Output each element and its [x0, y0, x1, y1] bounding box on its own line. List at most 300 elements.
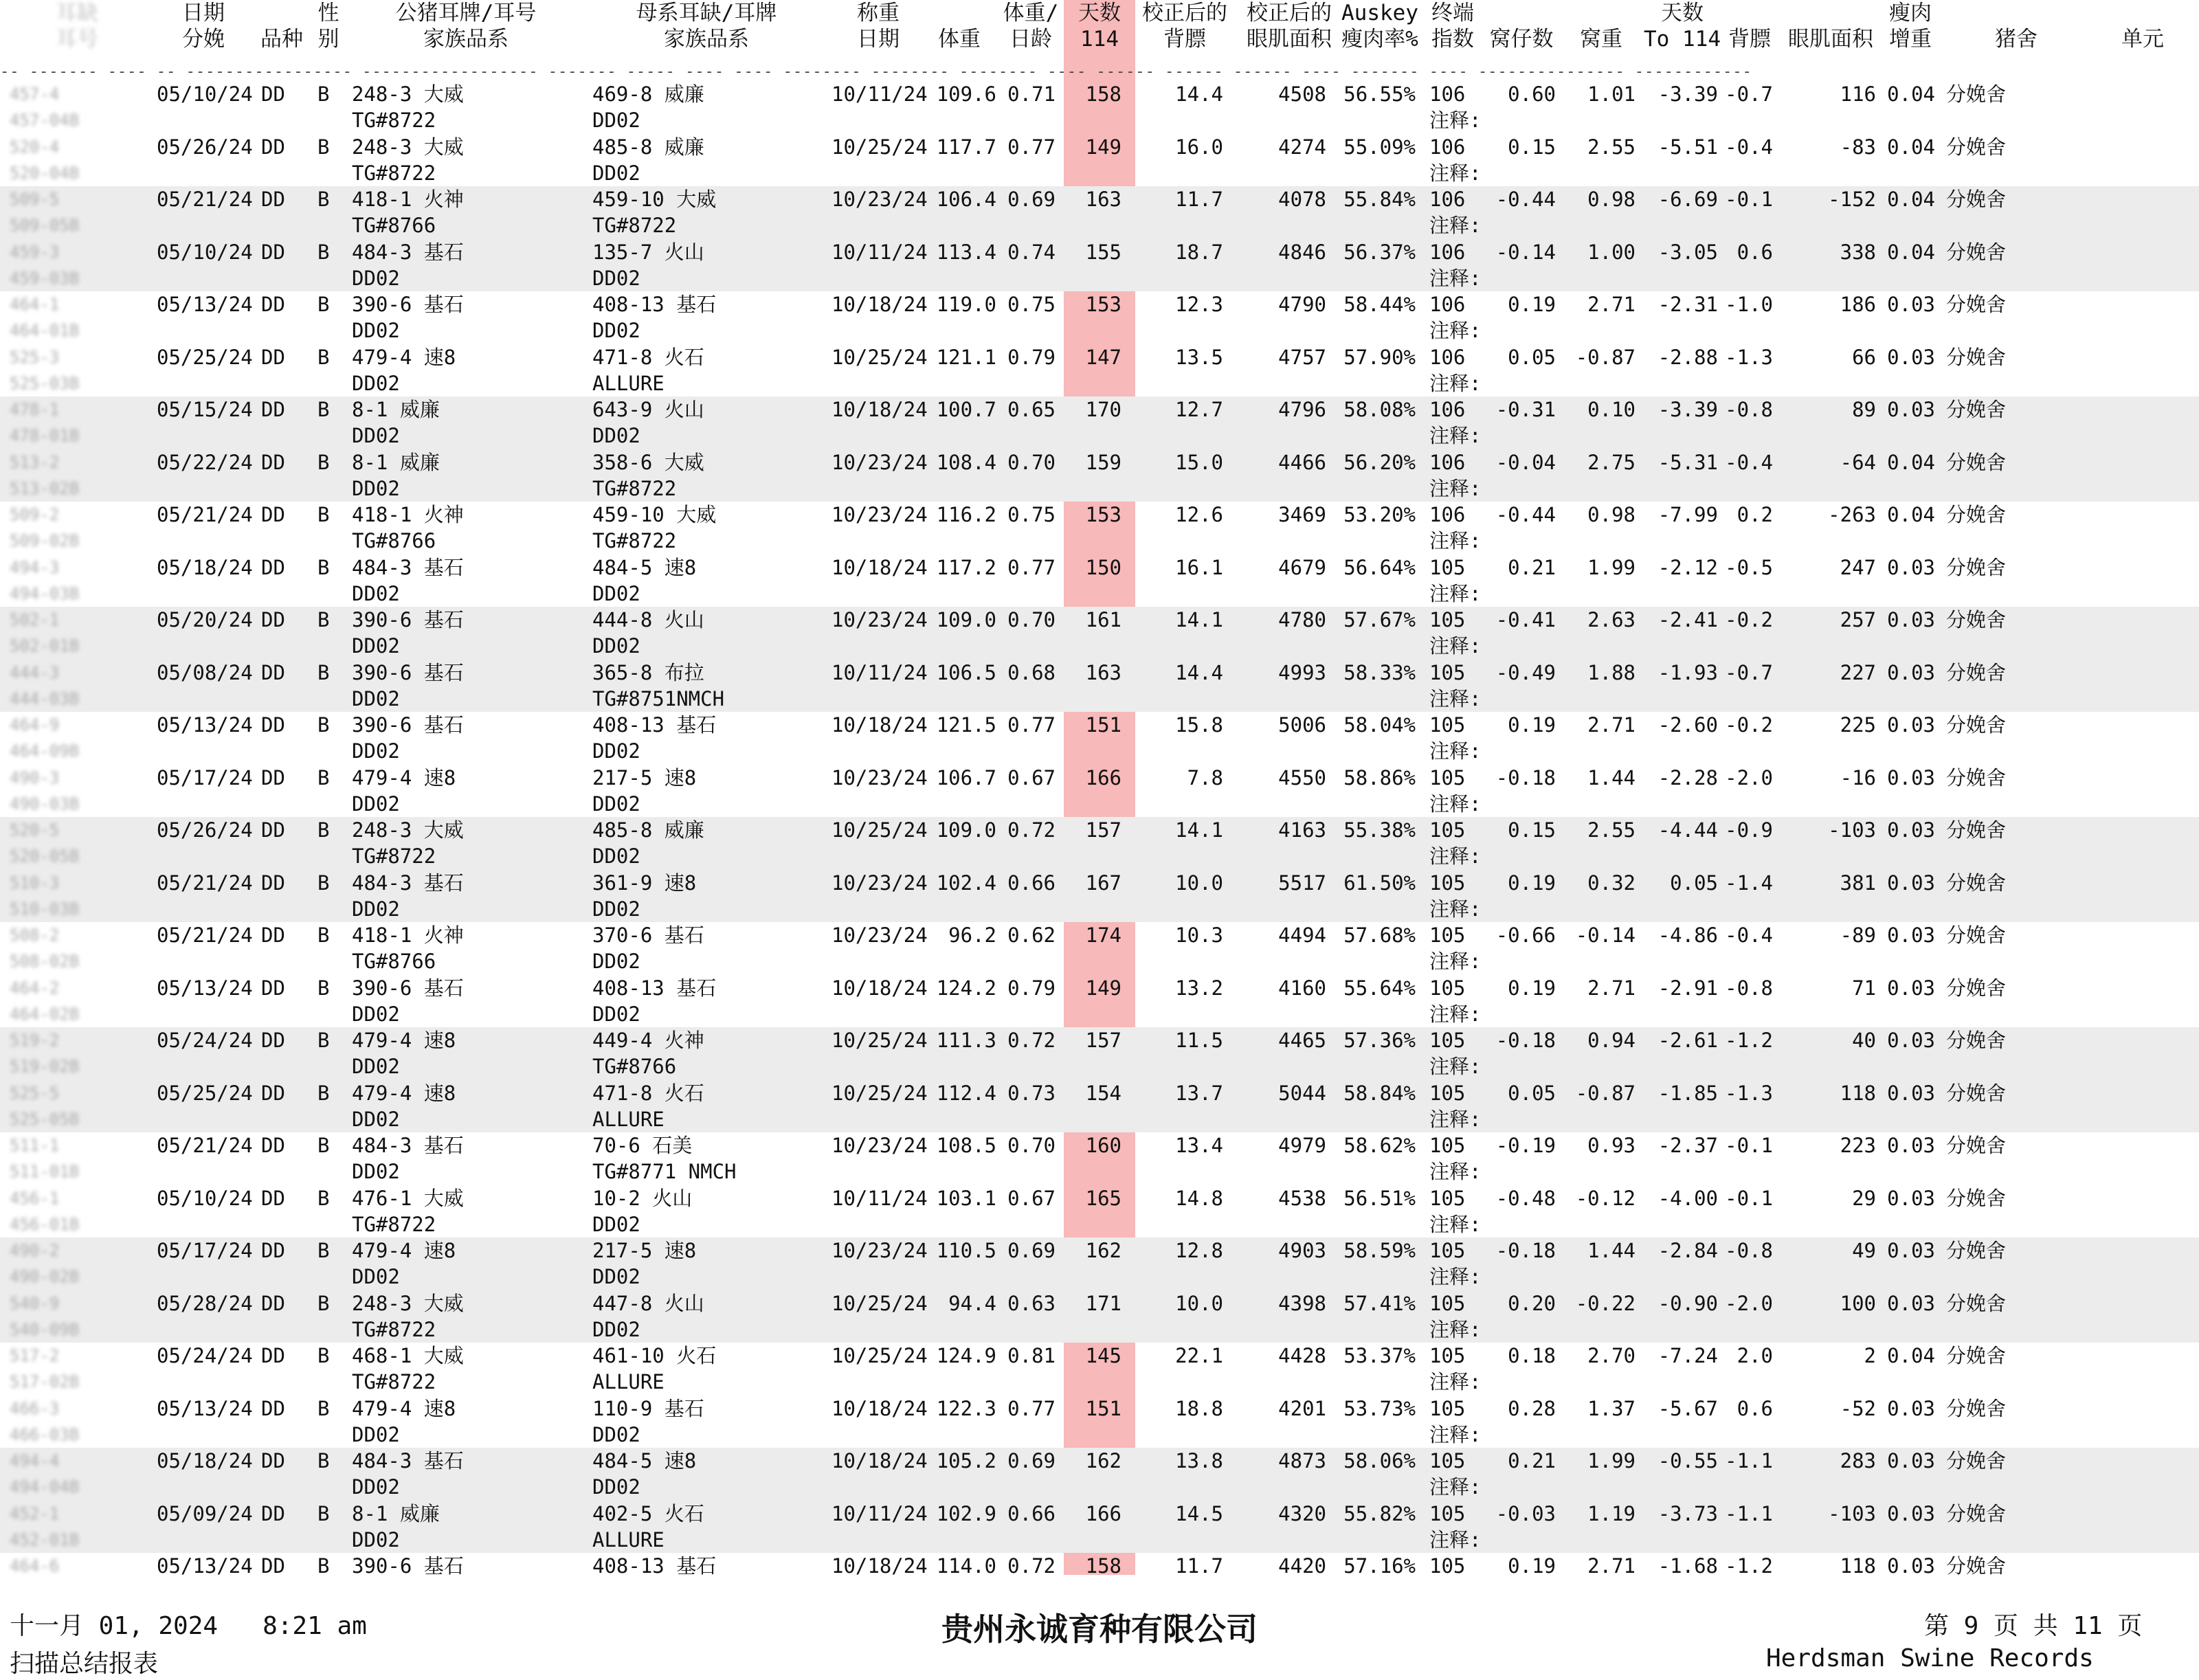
- cell-litter-size: 0.60: [1508, 82, 1556, 106]
- cell-litter-weight: 2.63: [1587, 608, 1636, 631]
- cell-lean-percent: 56.55%: [1343, 82, 1416, 106]
- cell-backfat: -1.2: [1725, 1029, 1773, 1052]
- cell-lean-percent: 58.06%: [1343, 1449, 1416, 1472]
- cell-breed: DD: [261, 660, 285, 684]
- cell-lean-gain: 0.03: [1887, 1081, 1935, 1105]
- cell-sire: 248-3 大威: [352, 135, 464, 159]
- cell-ear-no-alt: 520-04B: [10, 163, 80, 183]
- cell-adg: 0.77: [1007, 555, 1056, 579]
- cell-lean-gain: 0.04: [1887, 82, 1935, 106]
- cell-dam-line: ALLURE: [592, 1107, 665, 1131]
- cell-breed: DD: [261, 1344, 285, 1367]
- cell-weight: 102.4: [936, 871, 996, 895]
- cell-adg: 0.69: [1007, 1449, 1056, 1472]
- cell-note-label: 注释:: [1429, 1055, 1482, 1078]
- page-indicator: 第 9 页 共 11 页: [1924, 1612, 2143, 1640]
- header-birth-date: 日期 分娩: [182, 1, 225, 52]
- cell-days-to-114: 167: [1085, 871, 1121, 895]
- cell-backfat-adjusted: 12.8: [1175, 1239, 1223, 1262]
- cell-birth-date: 05/08/24: [157, 660, 253, 684]
- cell-terminal-index: 106: [1429, 345, 1466, 369]
- cell-loin-eye-area: 283: [1840, 1449, 1876, 1472]
- table-row: [0, 765, 2199, 818]
- cell-weight: 109.0: [936, 818, 996, 842]
- cell-lean-gain: 0.03: [1887, 608, 1935, 631]
- cell-adg: 0.74: [1007, 240, 1056, 264]
- cell-backfat: -1.3: [1725, 345, 1773, 369]
- cell-loin-eye-adjusted: 4466: [1278, 450, 1326, 474]
- cell-litter-size: 0.19: [1508, 871, 1556, 895]
- cell-birth-date: 05/13/24: [157, 293, 253, 316]
- header-weigh-date: 称重 日期: [857, 1, 900, 52]
- cell-sire: 248-3 大威: [352, 818, 464, 842]
- cell-ear-no: 508-2: [10, 926, 60, 945]
- cell-loin-eye-adjusted: 4163: [1278, 818, 1326, 842]
- cell-litter-size: 0.19: [1508, 293, 1556, 316]
- cell-birth-date: 05/25/24: [157, 1081, 253, 1105]
- table-row: [0, 1501, 2199, 1554]
- cell-birth-date: 05/10/24: [157, 240, 253, 264]
- cell-note-label: 注释:: [1429, 1475, 1482, 1499]
- cell-weight: 114.0: [936, 1554, 996, 1578]
- cell-loin-eye-adjusted: 4780: [1278, 608, 1326, 631]
- table-row: [0, 1132, 2199, 1185]
- cell-ear-no-alt: 494-04B: [10, 1477, 80, 1497]
- cell-backfat-adjusted: 13.2: [1175, 976, 1223, 1000]
- cell-backfat-adjusted: 13.5: [1175, 345, 1223, 369]
- cell-backfat-adjusted: 10.0: [1175, 1291, 1223, 1315]
- cell-days-to-114-delta: -2.37: [1657, 1134, 1718, 1157]
- cell-dam: 10-2 火山: [592, 1186, 693, 1210]
- cell-adg: 0.68: [1007, 660, 1056, 684]
- cell-days-to-114-delta: -5.51: [1657, 135, 1718, 159]
- cell-dam: 402-5 火石: [592, 1501, 704, 1525]
- cell-dam: 408-13 基石: [592, 293, 717, 316]
- table-row: [0, 975, 2199, 1028]
- cell-days-to-114-delta: -2.61: [1657, 1029, 1718, 1052]
- cell-ear-no-alt: 520-05B: [10, 847, 80, 866]
- cell-ear-no: 509-2: [10, 505, 60, 524]
- cell-ear-no-alt: 510-03B: [10, 899, 80, 919]
- cell-adg: 0.72: [1007, 1029, 1056, 1052]
- cell-birth-date: 05/10/24: [157, 1186, 253, 1210]
- cell-terminal-index: 105: [1429, 1501, 1466, 1525]
- cell-weigh-date: 10/23/24: [831, 765, 928, 789]
- cell-days-to-114-delta: -2.88: [1657, 345, 1718, 369]
- cell-lean-percent: 58.84%: [1343, 1081, 1416, 1105]
- cell-breed: DD: [261, 1501, 285, 1525]
- cell-weight: 109.0: [936, 608, 996, 631]
- cell-sire: 484-3 基石: [352, 240, 464, 264]
- cell-ear-no-alt: 508-02B: [10, 952, 80, 971]
- cell-sex: B: [317, 555, 330, 579]
- cell-weigh-date: 10/11/24: [831, 1186, 928, 1210]
- cell-dam: 135-7 火山: [592, 240, 704, 264]
- cell-loin-eye-adjusted: 4873: [1278, 1449, 1326, 1472]
- cell-loin-eye-adjusted: 4428: [1278, 1344, 1326, 1367]
- cell-terminal-index: 105: [1429, 1554, 1466, 1578]
- cell-note-label: 注释:: [1429, 1107, 1482, 1131]
- cell-terminal-index: 106: [1429, 82, 1466, 106]
- cell-weigh-date: 10/25/24: [831, 818, 928, 842]
- cell-breed: DD: [261, 1449, 285, 1472]
- cell-weigh-date: 10/23/24: [831, 608, 928, 631]
- cell-loin-eye-adjusted: 4538: [1278, 1186, 1326, 1210]
- cell-litter-weight: 2.70: [1587, 1344, 1636, 1367]
- cell-birth-date: 05/25/24: [157, 345, 253, 369]
- cell-breed: DD: [261, 188, 285, 211]
- cell-loin-eye-adjusted: 5006: [1278, 713, 1326, 737]
- cell-sex: B: [317, 1239, 330, 1262]
- table-row: [0, 817, 2199, 870]
- cell-sex: B: [317, 1134, 330, 1157]
- cell-ear-no: 457-4: [10, 85, 60, 104]
- cell-litter-weight: 2.71: [1587, 1554, 1636, 1578]
- cell-terminal-index: 105: [1429, 1239, 1466, 1262]
- cell-sire-line: DD02: [352, 897, 400, 921]
- cell-days-to-114-delta: 0.05: [1670, 871, 1718, 895]
- cell-sire: 390-6 基石: [352, 608, 464, 631]
- cell-backfat: -0.1: [1725, 188, 1773, 211]
- cell-litter-weight: -0.87: [1575, 1081, 1636, 1105]
- cell-dam: 217-5 速8: [592, 765, 697, 789]
- header-unit: 单元: [2121, 27, 2164, 52]
- cell-barn: 分娩舍: [1946, 555, 2007, 579]
- cell-adg: 0.66: [1007, 871, 1056, 895]
- cell-ear-no: 478-1: [10, 400, 60, 419]
- cell-weigh-date: 10/23/24: [831, 188, 928, 211]
- cell-lean-percent: 58.04%: [1343, 713, 1416, 737]
- cell-sire-line: TG#8722: [352, 1212, 436, 1236]
- cell-dam-line: TG#8722: [592, 214, 677, 237]
- cell-litter-weight: 2.75: [1587, 450, 1636, 474]
- cell-dam: 217-5 速8: [592, 1239, 697, 1262]
- cell-ear-no: 459-3: [10, 242, 60, 262]
- cell-days-to-114: 166: [1085, 1501, 1121, 1525]
- cell-barn: 分娩舍: [1946, 1344, 2007, 1367]
- cell-days-to-114-delta: -7.24: [1657, 1344, 1718, 1367]
- cell-loin-eye-area: 381: [1840, 871, 1876, 895]
- header-days-114: 天数 114: [1078, 1, 1121, 52]
- cell-ear-no: 509-5: [10, 190, 60, 209]
- cell-note-label: 注释:: [1429, 1212, 1482, 1236]
- cell-litter-size: 0.19: [1508, 713, 1556, 737]
- cell-litter-size: -0.04: [1495, 450, 1556, 474]
- cell-days-to-114-delta: -3.05: [1657, 240, 1718, 264]
- cell-weigh-date: 10/18/24: [831, 1396, 928, 1420]
- cell-dam-line: ALLURE: [592, 371, 665, 395]
- cell-ear-no-alt: 464-02B: [10, 1004, 80, 1024]
- cell-breed: DD: [261, 345, 285, 369]
- cell-litter-weight: 1.99: [1587, 555, 1636, 579]
- cell-sire: 484-3 基石: [352, 871, 464, 895]
- cell-birth-date: 05/13/24: [157, 1396, 253, 1420]
- cell-sex: B: [317, 1449, 330, 1472]
- cell-breed: DD: [261, 1186, 285, 1210]
- cell-loin-eye-area: -103: [1828, 818, 1876, 842]
- cell-terminal-index: 105: [1429, 1029, 1466, 1052]
- cell-lean-gain: 0.04: [1887, 1344, 1935, 1367]
- cell-loin-eye-adjusted: 4796: [1278, 398, 1326, 421]
- cell-loin-eye-adjusted: 4398: [1278, 1291, 1326, 1315]
- cell-ear-no: 502-1: [10, 610, 60, 629]
- cell-days-to-114: 158: [1085, 82, 1121, 106]
- cell-birth-date: 05/26/24: [157, 135, 253, 159]
- cell-dam: 471-8 火石: [592, 345, 704, 369]
- cell-breed: DD: [261, 293, 285, 316]
- cell-loin-eye-adjusted: 4320: [1278, 1501, 1326, 1525]
- cell-terminal-index: 105: [1429, 1081, 1466, 1105]
- cell-sire-line: TG#8722: [352, 161, 436, 185]
- cell-dam-line: TG#8722: [592, 529, 677, 552]
- cell-lean-gain: 0.03: [1887, 1501, 1935, 1525]
- cell-dam-line: DD02: [592, 266, 640, 290]
- cell-dam-line: TG#8771 NMCH: [592, 1160, 737, 1183]
- cell-ear-no: 517-2: [10, 1346, 60, 1365]
- cell-adg: 0.67: [1007, 1186, 1056, 1210]
- cell-days-to-114-delta: -5.67: [1657, 1396, 1718, 1420]
- cell-terminal-index: 105: [1429, 1291, 1466, 1315]
- cell-weight: 106.4: [936, 188, 996, 211]
- cell-days-to-114: 165: [1085, 1186, 1121, 1210]
- cell-ear-no-alt: 525-03B: [10, 373, 80, 393]
- cell-loin-eye-adjusted: 3469: [1278, 503, 1326, 526]
- cell-litter-size: -0.18: [1495, 1239, 1556, 1262]
- cell-sire: 484-3 基石: [352, 555, 464, 579]
- cell-weigh-date: 10/18/24: [831, 1554, 928, 1578]
- cell-days-to-114-delta: -4.44: [1657, 818, 1718, 842]
- cell-dam-line: DD02: [592, 950, 640, 973]
- cell-dam: 370-6 基石: [592, 923, 704, 947]
- cell-note-label: 注释:: [1429, 1317, 1482, 1341]
- cell-sire: 479-4 速8: [352, 1029, 456, 1052]
- cell-dam: 484-5 速8: [592, 1449, 697, 1472]
- cell-sire: 8-1 威廉: [352, 398, 440, 421]
- cell-ear-no-alt: 519-02B: [10, 1057, 80, 1076]
- software-name: Herdsman Swine Records: [1766, 1644, 2094, 1672]
- cell-loin-eye-area: 66: [1852, 345, 1876, 369]
- cell-terminal-index: 105: [1429, 976, 1466, 1000]
- cell-note-label: 注释:: [1429, 161, 1482, 185]
- cell-adg: 0.69: [1007, 188, 1056, 211]
- cell-ear-no-alt: 490-02B: [10, 1267, 80, 1286]
- cell-litter-weight: 1.00: [1587, 240, 1636, 264]
- cell-litter-weight: 0.32: [1587, 871, 1636, 895]
- cell-ear-no-alt: 513-02B: [10, 478, 80, 498]
- cell-days-to-114: 171: [1085, 1291, 1121, 1315]
- cell-ear-no: 490-2: [10, 1241, 60, 1260]
- cell-backfat-adjusted: 7.8: [1187, 765, 1223, 789]
- cell-dam-line: DD02: [592, 897, 640, 921]
- cell-note-label: 注释:: [1429, 581, 1482, 605]
- cell-barn: 分娩舍: [1946, 1239, 2007, 1262]
- cell-litter-size: -0.44: [1495, 503, 1556, 526]
- cell-sire: 484-3 基石: [352, 1449, 464, 1472]
- cell-dam: 485-8 威廉: [592, 818, 704, 842]
- cell-birth-date: 05/24/24: [157, 1344, 253, 1367]
- cell-litter-size: 0.28: [1508, 1396, 1556, 1420]
- cell-backfat-adjusted: 16.0: [1175, 135, 1223, 159]
- cell-sire-line: TG#8766: [352, 529, 436, 552]
- cell-dam: 408-13 基石: [592, 976, 717, 1000]
- cell-weight: 124.9: [936, 1344, 996, 1367]
- cell-breed: DD: [261, 555, 285, 579]
- cell-dam: 361-9 速8: [592, 871, 697, 895]
- cell-weight: 119.0: [936, 293, 996, 316]
- cell-adg: 0.77: [1007, 1396, 1056, 1420]
- cell-sire-line: DD02: [352, 1265, 400, 1288]
- cell-litter-weight: 1.37: [1587, 1396, 1636, 1420]
- header-backfat: 背膘: [1728, 27, 1771, 52]
- cell-days-to-114: 161: [1085, 608, 1121, 631]
- cell-lean-gain: 0.03: [1887, 293, 1935, 316]
- cell-dam-line: TG#8722: [592, 476, 677, 500]
- cell-sire-line: DD02: [352, 1107, 400, 1131]
- cell-ear-no-alt: 490-03B: [10, 794, 80, 814]
- cell-weight: 108.5: [936, 1134, 996, 1157]
- cell-lean-percent: 56.64%: [1343, 555, 1416, 579]
- cell-backfat: -2.0: [1725, 1291, 1773, 1315]
- cell-ear-no-alt: 509-02B: [10, 531, 80, 550]
- table-row: [0, 1185, 2199, 1238]
- cell-litter-weight: 2.71: [1587, 293, 1636, 316]
- cell-backfat: -0.4: [1725, 135, 1773, 159]
- cell-birth-date: 05/22/24: [157, 450, 253, 474]
- cell-barn: 分娩舍: [1946, 82, 2007, 106]
- cell-dam: 643-9 火山: [592, 398, 704, 421]
- cell-sex: B: [317, 135, 330, 159]
- cell-weigh-date: 10/11/24: [831, 1501, 928, 1525]
- cell-ear-no-alt: 444-03B: [10, 688, 80, 708]
- cell-breed: DD: [261, 82, 285, 106]
- cell-breed: DD: [261, 398, 285, 421]
- cell-birth-date: 05/13/24: [157, 713, 253, 737]
- cell-backfat: -0.8: [1725, 1239, 1773, 1262]
- cell-backfat: 0.6: [1737, 1396, 1773, 1420]
- table-row: [0, 1290, 2199, 1343]
- cell-sire: 479-4 速8: [352, 1239, 456, 1262]
- header-loin-eye-area: 眼肌面积: [1788, 27, 1873, 52]
- cell-lean-percent: 53.37%: [1343, 1344, 1416, 1367]
- cell-lean-percent: 57.16%: [1343, 1554, 1416, 1578]
- cell-lean-percent: 61.50%: [1343, 871, 1416, 895]
- cell-barn: 分娩舍: [1946, 765, 2007, 789]
- cell-lean-percent: 56.37%: [1343, 240, 1416, 264]
- cell-days-to-114: 170: [1085, 398, 1121, 421]
- cell-litter-size: -0.14: [1495, 240, 1556, 264]
- cell-ear-no: 494-3: [10, 557, 60, 577]
- cell-loin-eye-adjusted: 4846: [1278, 240, 1326, 264]
- cell-dam: 447-8 火山: [592, 1291, 704, 1315]
- cell-backfat: 0.2: [1737, 503, 1773, 526]
- cell-birth-date: 05/28/24: [157, 1291, 253, 1315]
- cell-lean-percent: 57.68%: [1343, 923, 1416, 947]
- cell-terminal-index: 106: [1429, 188, 1466, 211]
- cell-weigh-date: 10/23/24: [831, 450, 928, 474]
- cell-lean-gain: 0.03: [1887, 1291, 1935, 1315]
- cell-dam-line: DD02: [592, 739, 640, 763]
- cell-terminal-index: 105: [1429, 923, 1466, 947]
- cell-loin-eye-area: 29: [1852, 1186, 1876, 1210]
- cell-weigh-date: 10/23/24: [831, 923, 928, 947]
- cell-terminal-index: 106: [1429, 503, 1466, 526]
- cell-ear-no: 513-2: [10, 452, 60, 472]
- cell-weight: 116.2: [936, 503, 996, 526]
- cell-loin-eye-area: -89: [1840, 923, 1876, 947]
- table-row: [0, 344, 2199, 397]
- cell-breed: DD: [261, 1396, 285, 1420]
- cell-days-to-114-delta: -3.73: [1657, 1501, 1718, 1525]
- cell-dam-line: DD02: [592, 634, 640, 658]
- cell-ear-no-alt: 464-09B: [10, 741, 80, 761]
- cell-ear-no-alt: 457-04B: [10, 111, 80, 130]
- cell-lean-gain: 0.03: [1887, 398, 1935, 421]
- cell-ear-no: 466-3: [10, 1398, 60, 1418]
- cell-weigh-date: 10/25/24: [831, 1081, 928, 1105]
- cell-litter-size: 0.19: [1508, 976, 1556, 1000]
- cell-sire: 8-1 威廉: [352, 1501, 440, 1525]
- cell-days-to-114: 145: [1085, 1344, 1121, 1367]
- table-row: [0, 870, 2199, 923]
- cell-backfat: -1.3: [1725, 1081, 1773, 1105]
- cell-adg: 0.72: [1007, 1554, 1056, 1578]
- table-row: [0, 396, 2199, 449]
- cell-loin-eye-adjusted: 4679: [1278, 555, 1326, 579]
- cell-sex: B: [317, 608, 330, 631]
- cell-litter-size: -0.19: [1495, 1134, 1556, 1157]
- cell-ear-no: 525-3: [10, 347, 60, 367]
- cell-dam-line: ALLURE: [592, 1527, 665, 1552]
- cell-litter-weight: 0.94: [1587, 1029, 1636, 1052]
- cell-terminal-index: 105: [1429, 1186, 1466, 1210]
- cell-ear-no: 444-3: [10, 662, 60, 682]
- cell-lean-percent: 57.67%: [1343, 608, 1416, 631]
- cell-birth-date: 05/13/24: [157, 976, 253, 1000]
- cell-litter-size: 0.20: [1508, 1291, 1556, 1315]
- cell-breed: DD: [261, 503, 285, 526]
- cell-sire: 479-4 速8: [352, 1081, 456, 1105]
- cell-lean-gain: 0.03: [1887, 818, 1935, 842]
- cell-birth-date: 05/09/24: [157, 1501, 253, 1525]
- table-row: [0, 1027, 2199, 1080]
- cell-terminal-index: 105: [1429, 765, 1466, 789]
- cell-weight: 111.3: [936, 1029, 996, 1052]
- cell-litter-size: 0.18: [1508, 1344, 1556, 1367]
- cell-sire: 418-1 火神: [352, 503, 464, 526]
- table-row: [0, 607, 2199, 660]
- cell-litter-weight: 2.55: [1587, 818, 1636, 842]
- cell-dam-line: DD02: [592, 424, 640, 447]
- cell-birth-date: 05/17/24: [157, 1239, 253, 1262]
- cell-note-label: 注释:: [1429, 319, 1482, 342]
- cell-loin-eye-area: 338: [1840, 240, 1876, 264]
- cell-sire: 390-6 基石: [352, 660, 464, 684]
- cell-sire-line: TG#8766: [352, 950, 436, 973]
- cell-sire: 248-3 大威: [352, 1291, 464, 1315]
- cell-backfat-adjusted: 11.7: [1175, 188, 1223, 211]
- cell-birth-date: 05/10/24: [157, 82, 253, 106]
- cell-adg: 0.73: [1007, 1081, 1056, 1105]
- cell-loin-eye-area: -263: [1828, 503, 1876, 526]
- cell-loin-eye-adjusted: 4790: [1278, 293, 1326, 316]
- cell-litter-size: 0.15: [1508, 818, 1556, 842]
- cell-days-to-114-delta: -5.31: [1657, 450, 1718, 474]
- cell-backfat-adjusted: 12.7: [1175, 398, 1223, 421]
- cell-dam-line: DD02: [592, 1475, 640, 1499]
- cell-loin-eye-adjusted: 4508: [1278, 82, 1326, 106]
- cell-birth-date: 05/18/24: [157, 1449, 253, 1472]
- cell-weigh-date: 10/18/24: [831, 555, 928, 579]
